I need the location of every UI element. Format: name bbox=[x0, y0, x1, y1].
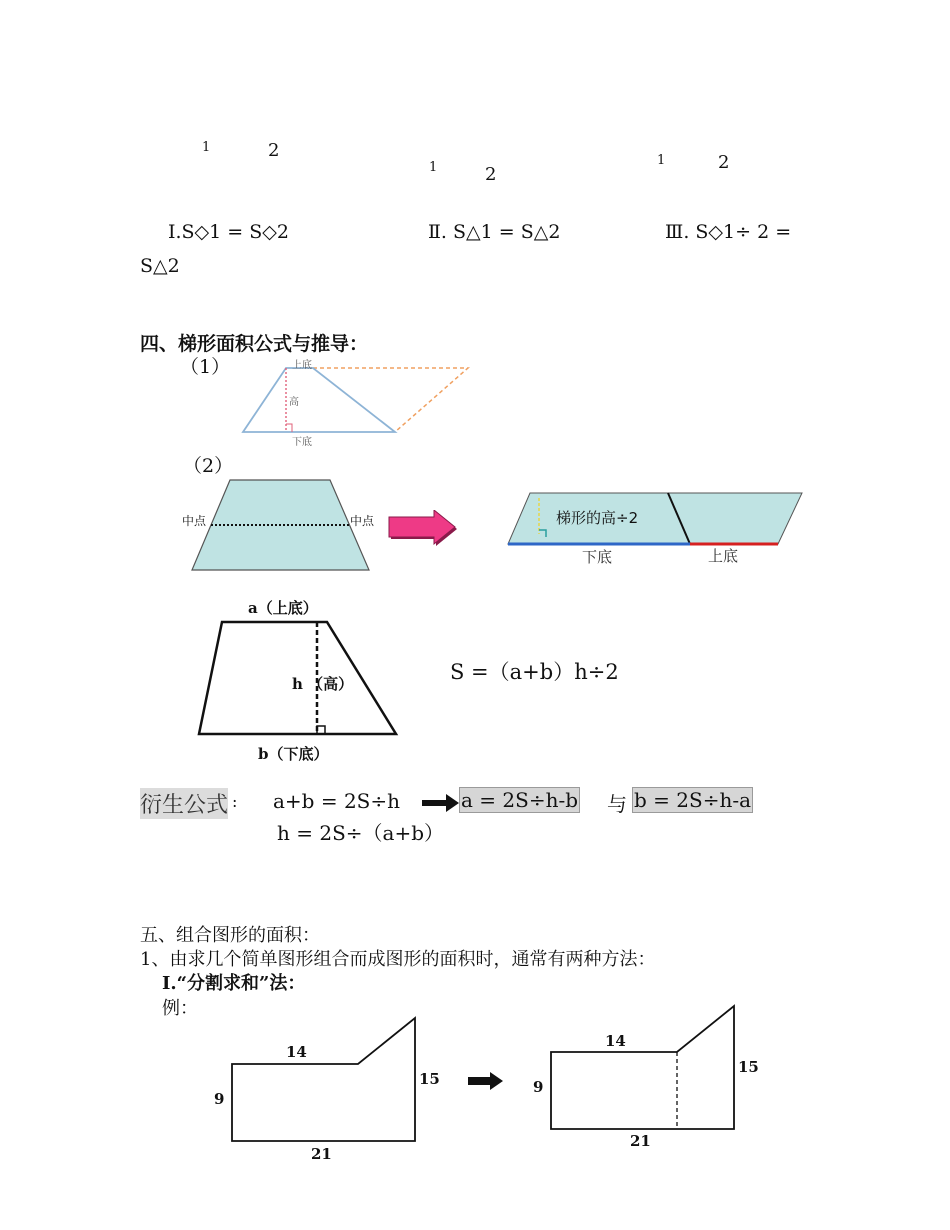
derived-formula-label: 衍生公式 bbox=[140, 788, 228, 819]
derived-f2: a = 2S÷h-b bbox=[461, 788, 579, 812]
relation-3-cont: S△2 bbox=[140, 255, 180, 277]
derived-colon: : bbox=[232, 792, 238, 811]
trapezoid-area-formula: S =（a+b）h÷2 bbox=[450, 660, 619, 684]
method1-label: Ⅰ.“分割求和”法： bbox=[162, 973, 306, 994]
step1-label: （1） bbox=[180, 356, 231, 378]
split-left-label: 9 bbox=[533, 1078, 544, 1096]
parallelogram-bottom-label: 下底 bbox=[582, 548, 613, 566]
step2-label: （2） bbox=[183, 455, 234, 477]
parallelogram-figure bbox=[506, 490, 806, 550]
trapezoid-midpoint-figure bbox=[190, 478, 375, 572]
split-right-label: 15 bbox=[738, 1058, 759, 1076]
fig1-label-1: 1 bbox=[202, 140, 211, 155]
derived-joiner: 与 bbox=[607, 792, 627, 816]
derived-f1: a+b = 2S÷h bbox=[273, 789, 401, 813]
section5-heading: 五、组合图形的面积： bbox=[140, 925, 320, 946]
composite-figure bbox=[228, 1015, 420, 1145]
trap-height-label: h （高） bbox=[292, 675, 354, 693]
fig2-label-2: 2 bbox=[485, 164, 497, 185]
arrow-right-icon bbox=[468, 1072, 504, 1090]
trapezoid-copy-figure bbox=[238, 358, 474, 450]
section5-item1: 1、由求几个简单图形组合而成图形的面积时，通常有两种方法： bbox=[140, 949, 656, 970]
fig1-bottom-label: 下底 bbox=[292, 437, 312, 448]
section4-heading: 四、梯形面积公式与推导： bbox=[140, 333, 369, 355]
derived-f4: h = 2S÷（a+b） bbox=[277, 821, 445, 845]
composite-split-figure bbox=[547, 1003, 739, 1133]
relation-2: Ⅱ. S△1 = S△2 bbox=[428, 221, 561, 243]
split-top-label: 14 bbox=[605, 1032, 626, 1050]
fig3-label-2: 2 bbox=[718, 152, 730, 173]
composite-left-label: 9 bbox=[214, 1090, 225, 1108]
parallelogram-top-label: 上底 bbox=[708, 547, 739, 565]
fig1-height-label: 高 bbox=[289, 397, 299, 408]
fig1-label-2: 2 bbox=[268, 140, 280, 161]
composite-right-label: 15 bbox=[419, 1070, 440, 1088]
split-bottom-label: 21 bbox=[630, 1132, 651, 1150]
relation-3: Ⅲ. S◇1÷ 2 = bbox=[665, 221, 792, 243]
derived-f3: b = 2S÷h-a bbox=[634, 788, 752, 812]
example-label: 例： bbox=[162, 998, 198, 1019]
relation-1: Ⅰ.S◇1 = S◇2 bbox=[168, 221, 289, 243]
fig3-label-1: 1 bbox=[657, 153, 666, 168]
fig2-label-1: 1 bbox=[429, 160, 438, 175]
parallelogram-height-label: 梯形的高÷2 bbox=[556, 509, 639, 527]
pink-arrow-icon bbox=[388, 510, 460, 548]
midpoint-right-label: 中点 bbox=[350, 514, 375, 528]
arrow-right-icon bbox=[422, 794, 460, 812]
composite-bottom-label: 21 bbox=[311, 1145, 332, 1163]
trap-top-label: a（上底） bbox=[248, 599, 318, 617]
midpoint-left-label: 中点 bbox=[182, 514, 207, 528]
fig1-top-label: 上底 bbox=[292, 360, 312, 371]
composite-top-label: 14 bbox=[286, 1043, 307, 1061]
trap-bottom-label: b（下底） bbox=[258, 745, 329, 763]
